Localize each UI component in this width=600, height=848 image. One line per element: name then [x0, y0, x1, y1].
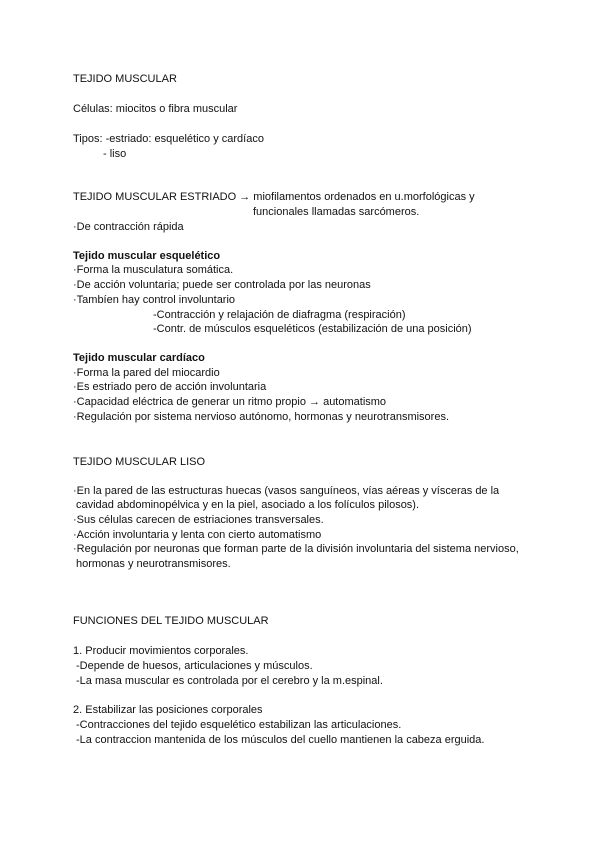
esqueletico-subitem: -Contr. de músculos esqueléticos (estabilización de una posición) [153, 323, 472, 335]
cardiaco-item: ·Capacidad eléctrica de generar un ritmo propio → automatismo [73, 396, 387, 408]
heading-funciones: FUNCIONES DEL TEJIDO MUSCULAR [73, 615, 269, 627]
cardiaco-item: ·Forma la pared del miocardio [73, 367, 220, 379]
funcion-subitem: -Contracciones del tejido esquelético estabilizan las articulaciones. [76, 719, 402, 731]
contraccion-line: ·De contracción rápida [73, 221, 184, 233]
heading-tejido-muscular: TEJIDO MUSCULAR [73, 73, 177, 85]
liso-item-continuation: cavidad abdominopélvica y en la piel, asociado a los folículos pilosos). [76, 499, 420, 511]
liso-item: ·Sus células carecen de estriaciones transversales. [73, 514, 324, 526]
cardiaco-item: ·Es estriado pero de acción involuntaria [73, 381, 267, 393]
heading-liso: TEJIDO MUSCULAR LISO [73, 456, 206, 468]
esqueletico-subitem: -Contracción y relajación de diafragma (respiración) [153, 309, 406, 321]
liso-item-continuation: hormonas y neurotransmisores. [76, 558, 231, 570]
funcion-item: 1. Producir movimientos corporales. [73, 645, 249, 657]
heading-estriado: TEJIDO MUSCULAR ESTRIADO → miofilamentos ordenados en u.morfológicas y [73, 191, 475, 203]
funcion-subitem: -La contraccion mantenida de los músculos del cuello mantienen la cabeza erguida. [76, 734, 485, 746]
funcion-subitem: -Depende de huesos, articulaciones y músculos. [76, 660, 313, 672]
cardiaco-title: Tejido muscular cardíaco [73, 352, 205, 364]
estriado-continuation: funcionales llamadas sarcómeros. [253, 206, 420, 218]
esqueletico-item: ·De acción voluntaria; puede ser controlada por las neuronas [73, 279, 371, 291]
liso-item: ·Regulación por neuronas que forman parte de la división involuntaria del sistema nervioso, [73, 543, 519, 555]
funcion-subitem: -La masa muscular es controlada por el cerebro y la m.espinal. [76, 675, 383, 687]
esqueletico-item: ·Forma la musculatura somática. [73, 264, 234, 276]
liso-item: ·Acción involuntaria y lenta con cierto automatismo [73, 529, 322, 541]
celulas-line: Células: miocitos o fibra muscular [73, 103, 238, 115]
cardiaco-item: ·Regulación por sistema nervioso autónomo, hormonas y neurotransmisores. [73, 411, 450, 423]
esqueletico-item: ·Tambíen hay control involuntario [73, 294, 236, 306]
esqueletico-title: Tejido muscular esquelético [73, 250, 221, 262]
tipos-liso-line: - liso [103, 148, 127, 160]
tipos-line: Tipos: -estriado: esquelético y cardíaco [73, 133, 264, 145]
liso-item: ·En la pared de las estructuras huecas (vasos sanguíneos, vías aéreas y vísceras de la [73, 485, 500, 497]
funcion-item: 2. Estabilizar las posiciones corporales [73, 704, 263, 716]
